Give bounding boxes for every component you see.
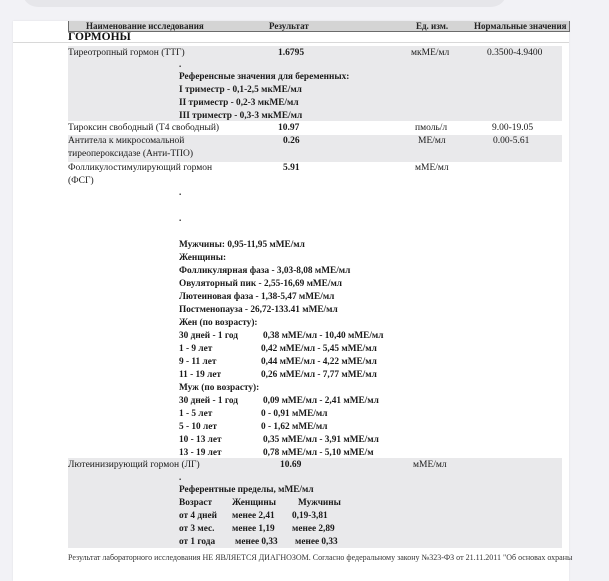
test-unit: мМЕ/мл [415,163,449,173]
ref-line: III триместр - 0,3-3 мкМЕ/мл [179,111,303,121]
age-row [179,421,350,434]
test-name: Тиреотропный гормон (ТТГ) [68,48,185,58]
test-name: Лютеинизирующий гормон (ЛГ) [68,460,200,470]
age: 5 - 10 лет [179,422,217,432]
browser-top-bar [22,0,507,7]
age-row [179,434,379,447]
test-name-line1: Фолликулостимулирующий гормон [68,163,213,173]
col-male: Мужчины [298,498,341,508]
fsh-dot: . [179,214,182,224]
ref-table-row [179,536,338,549]
fsh-refs [179,239,384,460]
test-norm: 0.00-5.61 [493,136,530,146]
ref-line: Овуляторный пик - 2,55-16,69 мМЕ/мл [179,279,343,289]
table-row-ttg [68,46,562,121]
ref-line: Референсные значения для беременных: [179,72,350,82]
range: 0,42 мМЕ/мл - 5,45 мМЕ/мл [261,344,377,354]
range: 0,09 мМЕ/мл - 2,41 мМЕ/мл [263,396,379,406]
female: менее 2,41 [232,511,275,521]
ttg-pregnancy-refs [179,58,349,123]
ref-line: Фолликулярная фаза - 3,03-8,08 мМЕ/мл [179,266,351,276]
table-header [68,21,570,32]
test-result: 0.26 [283,136,300,146]
range: 0,35 мМЕ/мл - 3,91 мМЕ/мл [263,435,379,445]
range: 0,38 мМЕ/мл - 10,40 мМЕ/мл [263,331,384,341]
test-unit: мкМЕ/мл [411,48,450,58]
test-name: Тироксин свободный (Т4 свободный) [68,123,220,133]
header-norm: Нормальные значения [474,21,567,31]
test-result: 10.97 [278,123,300,133]
ref-line: Постменопауза - 26,72-133.41 мМЕ/мл [179,305,338,315]
age: 13 - 19 лет [179,448,222,458]
age: 30 дней - 1 год [179,396,238,406]
ref-line: Женщины: [179,253,227,263]
test-result: 1.6795 [278,48,305,58]
ref-dot: . [179,472,182,482]
age: 9 - 11 лет [179,357,217,367]
age-row [179,395,379,408]
test-norm: 9.00-19.05 [492,123,534,133]
range: 0,78 мМЕ/мл - 5,10 мМЕ/м [263,448,374,458]
age: 10 - 13 лет [179,435,222,445]
test-unit: мМЕ/мл [413,460,447,470]
male: менее 0,33 [295,537,338,547]
age-row [179,343,377,356]
lh-refs [179,471,341,549]
female: менее 1,19 [232,524,275,534]
female: менее 0,33 [235,537,278,547]
ref-title: Референтные пределы, мМЕ/мл [179,485,314,495]
ref-table-row [179,510,328,523]
table-row-anti-tpo [68,135,562,162]
test-result: 10.69 [280,460,302,470]
ref-table-header [179,497,341,510]
fsh-dot: . [179,188,182,198]
age: 1 - 9 лет [179,344,213,354]
header-result: Результат [269,21,309,31]
ref-line: I триместр - 0,1-2,5 мкМЕ/мл [179,85,302,95]
age: 11 - 19 лет [179,370,222,380]
age-row [179,408,350,421]
ref-line: II триместр - 0,2-3 мкМЕ/мл [179,98,299,108]
range: 0,26 мМЕ/мл - 7,77 мМЕ/мл [261,370,377,380]
header-name: Наименование исследования [86,21,204,31]
ref-line: Жен (по возрасту): [179,318,258,328]
age: 1 - 5 лет [179,409,213,419]
ref-line: Лютеиновая фаза - 1,38-5,47 мМЕ/мл [179,292,335,302]
test-unit: пмоль/л [415,123,448,133]
ref-line: Муж (по возрасту): [179,383,260,393]
section-title: ГОРМОНЫ [68,31,131,43]
age-row [179,330,384,343]
age: от 4 дней [179,511,217,521]
test-name-line1: Антитела к микросомальной [68,136,185,146]
table-row-lh [68,458,562,548]
test-name-line2: тиреопероксидазе (Анти-ТПО) [68,149,194,159]
test-result: 5.91 [283,163,300,173]
col-female: Женщины [232,498,277,508]
age: от 1 года [179,537,216,547]
test-norm: 0.3500-4.9400 [487,48,543,58]
range: 0 - 0,91 мМЕ/мл [261,409,328,419]
male: менее 2,89 [292,524,335,534]
age-row [179,356,377,369]
header-unit: Ед. изм. [416,21,449,31]
test-unit: МЕ/мл [418,136,446,146]
ref-line: . [179,59,182,69]
ref-line: Мужчины: 0,95-11,95 мМЕ/мл [179,240,305,250]
age: от 3 мес. [179,524,215,534]
table-row-fsh [68,162,562,458]
age-row [179,369,377,382]
disclaimer-text: Результат лабораторного исследования НЕ ЯВЛЯЕТСЯ ДИАГНОЗОМ. Согласно федеральному закону №323-ФЗ от 21.11.2011 "Об основах охраны [68,553,573,562]
test-name-line2: (ФСГ) [68,176,94,186]
age: 30 дней - 1 год [179,331,238,341]
table-row-t4 [68,122,562,135]
ref-table-row [179,523,335,536]
range: 0 - 1,62 мМЕ/мл [261,422,328,432]
male: 0,19-3,81 [292,511,328,521]
range: 0,44 мМЕ/мл - 4,22 мМЕ/мл [261,357,377,367]
col-age: Возраст [179,498,213,508]
